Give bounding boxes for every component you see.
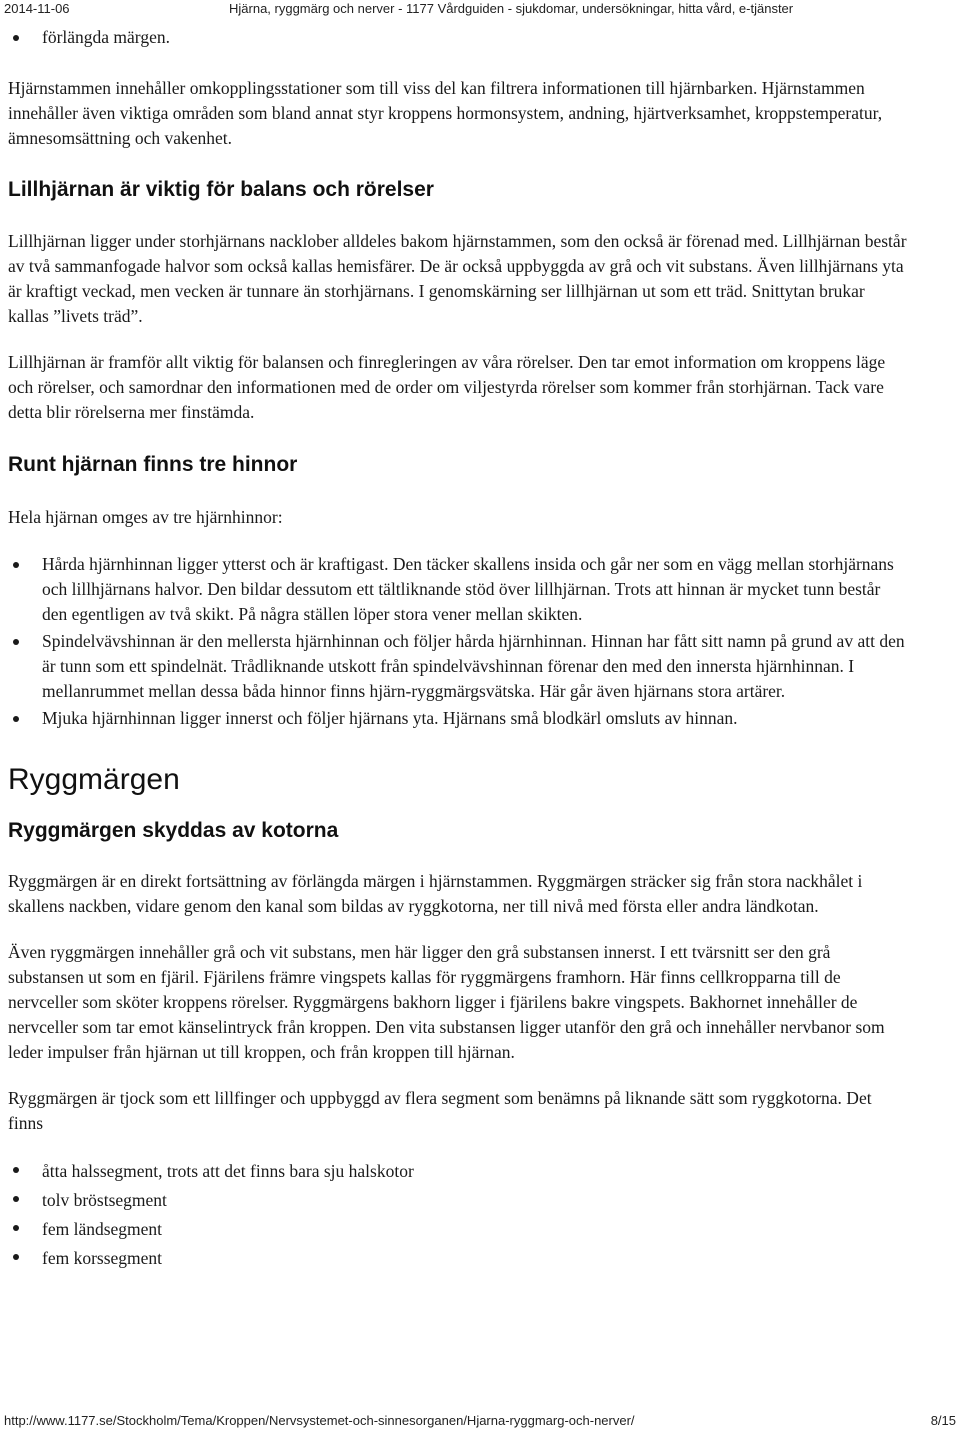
heading-kotorna: Ryggmärgen skyddas av kotorna: [8, 819, 339, 842]
list-item: fem korssegment: [8, 1244, 908, 1273]
print-header: [0, 0, 960, 22]
paragraph-ryggmargen-1: Ryggmärgen är en direkt fortsättning av förlängda märgen i hjärnstammen. Ryggmärgen sträcker sig från stora nackhålet i skallens nackben, vidare genom den kanal som bildas av ryggkotorna, ner till nivå med första eller andra ländkotan.: [8, 871, 863, 916]
list-item: fem ländsegment: [8, 1215, 908, 1244]
paragraph-hjarnstammen: Hjärnstammen innehåller omkopplingsstationer som till viss del kan filtrera informationen till hjärnbarken. Hjärnstammen innehåller även viktiga områden som bland annat styr kroppens hormonsystem, andning, hjärtverksamhet, kroppstemperatur, ämnesomsättning och vakenhet.: [8, 78, 883, 148]
list-item: Hårda hjärnhinnan ligger ytterst och är kraftigast. Den täcker skallens insida och går ner som en vägg mellan storhjärnans och lillhjärnans halvor. Den bildar dessutom ett tältliknande stöd över lillhjärnan. Trots att hinnan är mycket tunn består den egentligen av två skikt. På några ställen löper stora vener mellan skikten.: [8, 552, 908, 627]
paragraph-ryggmargen-3: Ryggmärgen är tjock som ett lillfinger och uppbyggd av flera segment som benämns på liknande sätt som ryggkotorna. Det finns: [8, 1088, 872, 1133]
paragraph-hinnor: Hela hjärnan omges av tre hjärnhinnor:: [8, 507, 283, 527]
print-title: Hjärna, ryggmärg och nerver - 1177 Vårdguiden - sjukdomar, undersökningar, hitta vård, e-tjänster: [229, 1, 794, 16]
print-date: 2014-11-06: [4, 1, 70, 16]
paragraph-ryggmargen-2: Även ryggmärgen innehåller grå och vit substans, men här ligger den grå substansen innerst. I ett tvärsnitt ser den grå substansen ut som en fjäril. Fjärilens främre vingspets kallas för ryggmärgens framhorn. Här finns cellkropparna till de nervceller som sköter kroppens rörelser. Ryggmärgens bakhorn ligger i fjärilens bakre vingspets. Bakhornet innehåller de nervceller som tar emot känselintryck från kroppen. Den vita substansen ligger utanför den grå och innehåller nervbanor som leder impulser från hjärnan ut till kroppen, och från kroppen till hjärnan.: [8, 942, 885, 1062]
list-item: Mjuka hjärnhinnan ligger innerst och följer hjärnans yta. Hjärnans små blodkärl omsluts av hinnan.: [8, 706, 908, 731]
list-item: tolv bröstsegment: [8, 1186, 908, 1215]
article-content: [8, 22, 908, 1273]
list-item: förlängda märgen.: [8, 25, 908, 50]
intro-list: [8, 25, 908, 50]
page-number: 8/15: [930, 1413, 956, 1428]
list-item: åtta halssegment, trots att det finns bara sju halskotor: [8, 1157, 908, 1186]
segment-list: [8, 1157, 908, 1273]
hinnor-list: [8, 552, 908, 731]
heading-lillhjarnan: Lillhjärnan är viktig för balans och rörelser: [8, 178, 434, 201]
list-item: Spindelvävshinnan är den mellersta hjärnhinnan och följer hårda hjärnhinnan. Hinnan har fått sitt namn på grund av att den är tunn som ett spindelnät. Trådliknande utskott från spindelvävshinnan förenar den med den innersta hjärnhinnan. I mellanrummet mellan dessa båda hinnor finns hjärn-ryggmärgsvätska. Här går även hjärnans stora artärer.: [8, 629, 908, 704]
print-footer: [0, 1411, 960, 1433]
heading-ryggmargen: Ryggmärgen: [8, 763, 180, 796]
paragraph-lillhjarnan-2: Lillhjärnan är framför allt viktig för balansen och finregleringen av våra rörelser. Den tar emot information om kroppens läge och rörelser, och samordnar den informationen med de order om viljestyrda rörelser som kommer från storhjärnan. Tack vare detta blir rörelserna mer finstämda.: [8, 352, 886, 422]
page-url: http://www.1177.se/Stockholm/Tema/Kroppen/Nervsystemet-och-sinnesorganen/Hjarna-ryggmarg-och-nerver/: [4, 1413, 635, 1428]
heading-hinnor: Runt hjärnan finns tre hinnor: [8, 453, 298, 476]
paragraph-lillhjarnan-1: Lillhjärnan ligger under storhjärnans nacklober alldeles bakom hjärnstammen, som den också är förenad med. Lillhjärnan består av två sammanfogade halvor som också kallas hemisfärer. De är också uppbyggda av grå och vit substans. Även lillhjärnans yta är kraftigt veckad, men vecken är tunnare än storhjärnans. I genomskärning ser lillhjärnan ut som ett träd. Snittytan brukar kallas ”livets träd”.: [8, 231, 907, 326]
